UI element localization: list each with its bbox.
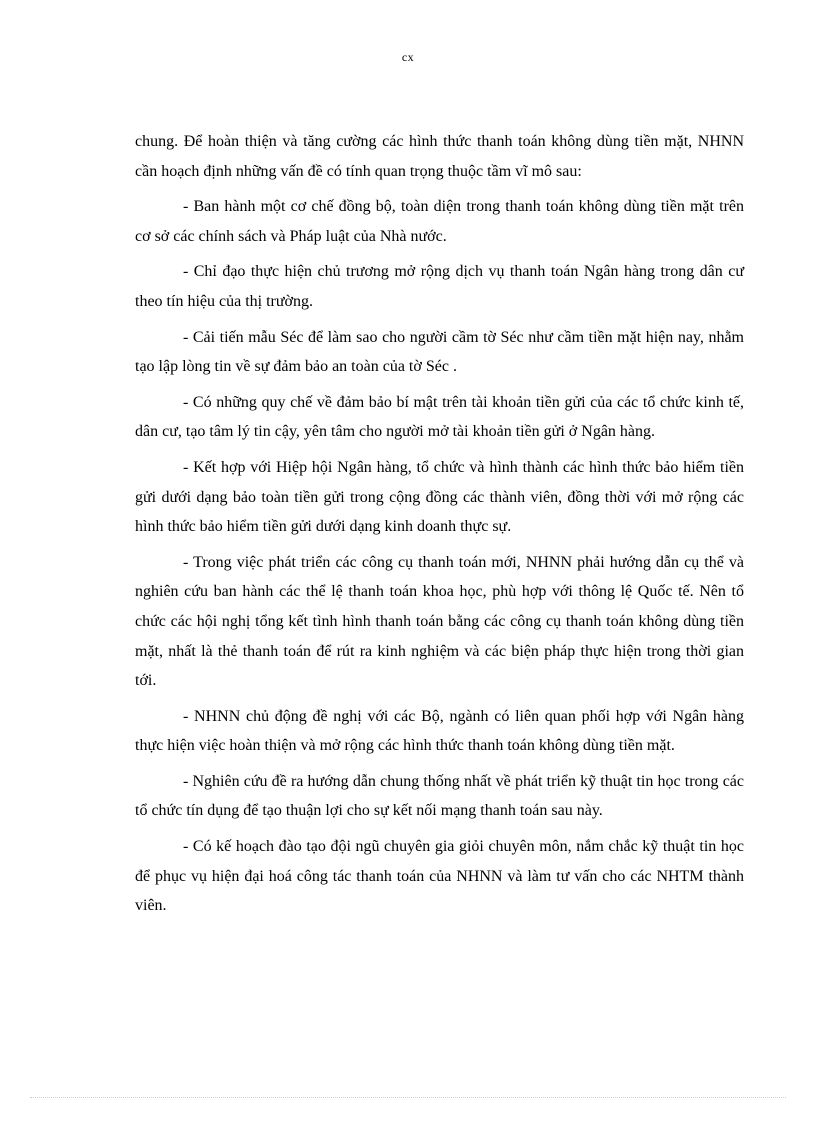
paragraph-continuation: chung. Để hoàn thiện và tăng cường các hình thức thanh toán không dùng tiền mặt, NHNN cần hoạch định những vấn đề có tính quan trọng thuộc tầm vĩ mô sau:	[135, 133, 744, 180]
paragraph-item: - Ban hành một cơ chế đồng bộ, toàn diện trong thanh toán không dùng tiền mặt trên cơ sở các chính sách và Pháp luật của Nhà nước.	[135, 198, 744, 245]
page-bottom-divider	[30, 1097, 786, 1098]
paragraph-item: - Chỉ đạo thực hiện chủ trương mở rộng dịch vụ thanh toán Ngân hàng trong dân cư theo tín hiệu của thị trường.	[135, 263, 744, 310]
paragraph-item: - Nghiên cứu đề ra hướng dẫn chung thống nhất về phát triển kỹ thuật tin học trong các tổ chức tín dụng để tạo thuận lợi cho sự kết nối mạng thanh toán sau này.	[135, 772, 744, 820]
paragraph-item: - Có kế hoạch đào tạo đội ngũ chuyên gia giỏi chuyên môn, nắm chắc kỹ thuật tin học để phục vụ hiện đại hoá công tác thanh toán của NHNN và làm tư vấn cho các NHTM thành viên.	[135, 838, 744, 915]
page-number: cx	[401, 50, 415, 64]
paragraph-item: - Cải tiến mẫu Séc để làm sao cho người cầm tờ Séc như cầm tiền mặt hiện nay, nhằm tạo lập lòng tin về sự đảm bảo an toàn của tờ Séc .	[135, 328, 744, 376]
paragraph-item: - Trong việc phát triển các công cụ thanh toán mới, NHNN phải hướng dẫn cụ thể và nghiên cứu ban hành các thể lệ thanh toán khoa học, phù hợp với thông lệ Quốc tế. Nên tổ chức các hội nghị tổng kết tình hình thanh toán bằng các công cụ thanh toán không dùng tiền mặt, nhất là thẻ thanh toán để rút ra kinh nghiệm và các biện pháp thực hiện trong thời gian tới.	[135, 553, 744, 690]
paragraph-item: - NHNN chủ động đề nghị với các Bộ, ngành có liên quan phối hợp với Ngân hàng thực hiện việc hoàn thiện và mở rộng các hình thức thanh toán không dùng tiền mặt.	[135, 707, 744, 755]
paragraph-item: - Kết hợp với Hiệp hội Ngân hàng, tổ chức và hình thành các hình thức bảo hiểm tiền gửi dưới dạng bảo toàn tiền gửi trong cộng đồng các thành viên, đồng thời với mở rộng các hình thức bảo hiểm tiền gửi dưới dạng kinh doanh thực sự.	[135, 458, 744, 536]
body-text	[135, 127, 744, 927]
paragraph-item: - Có những quy chế về đảm bảo bí mật trên tài khoản tiền gửi của các tổ chức kinh tế, dân cư, tạo tâm lý tin cậy, yên tâm cho người mở tài khoản tiền gửi ở Ngân hàng.	[135, 393, 744, 441]
